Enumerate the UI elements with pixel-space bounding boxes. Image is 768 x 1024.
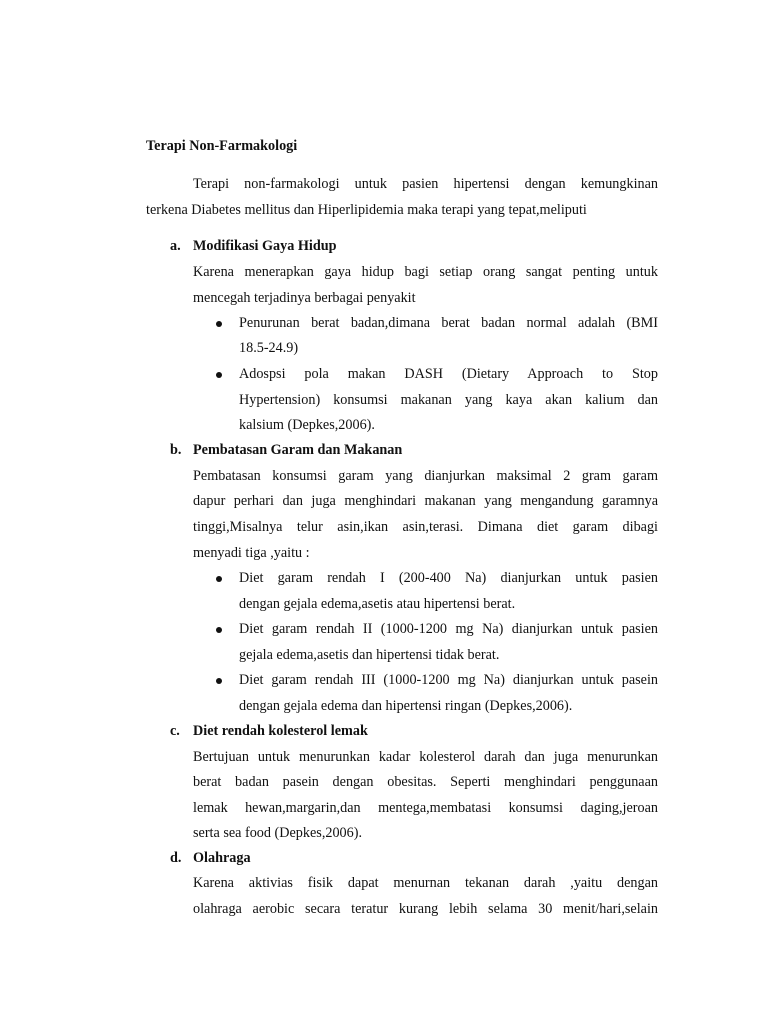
bullet-text-line: Adospsi pola makan DASH (Dietary Approach to Stop (239, 366, 658, 382)
bullet-text-line: dengan gejala edema,asetis atau hipertensi berat. (239, 596, 516, 612)
bullet-text-line: dengan gejala edema dan hipertensi ringan (Depkes,2006). (239, 698, 573, 714)
bullet-text-line: 18.5-24.9) (239, 340, 299, 356)
bullet-icon (216, 576, 222, 582)
bullet-text-line: Diet garam rendah II (1000-1200 mg Na) dianjurkan untuk pasien (239, 621, 658, 637)
section-b-body-line: tinggi,Misalnya telur asin,ikan asin,terasi. Dimana diet garam dibagi (193, 519, 658, 535)
section-b-body-line: dapur perhari dan juga menghindari makanan yang mengandung garamnya (193, 493, 658, 509)
section-b-body-line: menyadi tiga ,yaitu : (193, 545, 310, 561)
section-a-heading: Modifikasi Gaya Hidup (193, 238, 337, 254)
section-a-body-line: Karena menerapkan gaya hidup bagi setiap orang sangat penting untuk (193, 264, 658, 280)
section-c-body-line: Bertujuan untuk menurunkan kadar kolesterol darah dan juga menurunkan (193, 749, 658, 765)
bullet-icon (216, 321, 222, 327)
section-a-body-line: mencegah terjadinya berbagai penyakit (193, 290, 416, 306)
bullet-text-line: Diet garam rendah I (200-400 Na) dianjurkan untuk pasien (239, 570, 658, 586)
bullet-text-line: Penurunan berat badan,dimana berat badan normal adalah (BMI (239, 315, 658, 331)
section-c-heading: Diet rendah kolesterol lemak (193, 723, 368, 739)
section-a-marker: a. (170, 238, 181, 254)
section-b-heading: Pembatasan Garam dan Makanan (193, 442, 403, 458)
bullet-icon (216, 627, 222, 633)
section-c-body-line: lemak hewan,margarin,dan mentega,membatasi konsumsi daging,jeroan (193, 800, 658, 816)
section-d-body-line: Karena aktivias fisik dapat menurnan tekanan darah ,yaitu dengan (193, 875, 658, 891)
section-c-marker: c. (170, 723, 180, 739)
section-d-marker: d. (170, 850, 182, 866)
bullet-text-line: gejala edema,asetis dan hipertensi tidak berat. (239, 647, 500, 663)
bullet-text-line: Hypertension) konsumsi makanan yang kaya akan kalium dan (239, 392, 658, 408)
section-d-body-line: olahraga aerobic secara teratur kurang lebih selama 30 menit/hari,selain (193, 901, 658, 917)
page-title: Terapi Non-Farmakologi (146, 138, 298, 154)
section-b-marker: b. (170, 442, 182, 458)
bullet-text-line: Diet garam rendah III (1000-1200 mg Na) dianjurkan untuk pasein (239, 672, 658, 688)
section-b-body-line: Pembatasan konsumsi garam yang dianjurkan maksimal 2 gram garam (193, 468, 658, 484)
bullet-icon (216, 372, 222, 378)
intro-line-2: terkena Diabetes mellitus dan Hiperlipidemia maka terapi yang tepat,meliputi (146, 202, 587, 218)
bullet-text-line: kalsium (Depkes,2006). (239, 417, 375, 433)
section-d-heading: Olahraga (193, 850, 251, 866)
section-c-body-line: serta sea food (Depkes,2006). (193, 825, 363, 841)
section-c-body-line: berat badan pasein dengan obesitas. Seperti menghindari penggunaan (193, 774, 658, 790)
intro-line-1: Terapi non-farmakologi untuk pasien hipertensi dengan kemungkinan (193, 176, 658, 192)
bullet-icon (216, 678, 222, 684)
